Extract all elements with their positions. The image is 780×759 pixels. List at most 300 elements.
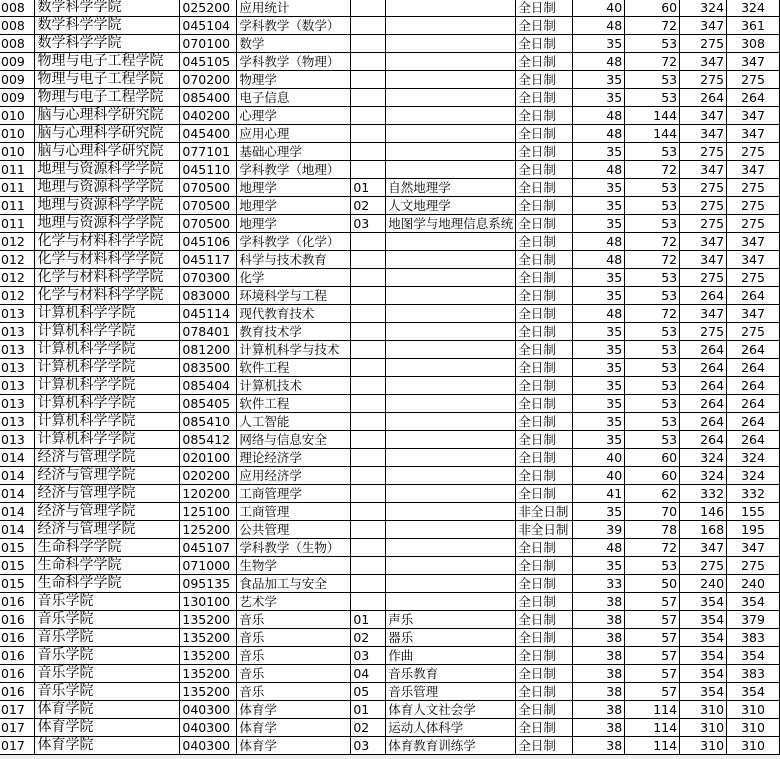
cell-retest-line[interactable]: 383 bbox=[727, 629, 780, 647]
cell-single-subject-100[interactable]: 48 bbox=[573, 233, 625, 251]
cell-single-subject-100[interactable]: 35 bbox=[573, 71, 625, 89]
cell-major-code[interactable]: 045106 bbox=[180, 233, 237, 251]
cell-major-name[interactable]: 音乐 bbox=[237, 683, 351, 701]
cell-major-code[interactable]: 135200 bbox=[180, 647, 237, 665]
cell-major-code[interactable]: 135200 bbox=[180, 629, 237, 647]
cell-single-subject-100[interactable]: 35 bbox=[573, 197, 625, 215]
cell-direction-name[interactable] bbox=[386, 431, 516, 449]
cell-total-score[interactable]: 347 bbox=[680, 161, 727, 179]
cell-study-mode[interactable]: 全日制 bbox=[516, 341, 573, 359]
cell-institute-name[interactable]: 脑与心理科学研究院 bbox=[35, 143, 180, 161]
cell-single-subject-100[interactable]: 48 bbox=[573, 107, 625, 125]
cell-major-name[interactable]: 音乐 bbox=[237, 629, 351, 647]
cell-direction-name[interactable] bbox=[386, 143, 516, 161]
cell-direction-name[interactable] bbox=[386, 467, 516, 485]
cell-direction-name[interactable] bbox=[386, 53, 516, 71]
cell-study-mode[interactable]: 全日制 bbox=[516, 251, 573, 269]
cell-single-subject-100[interactable]: 35 bbox=[573, 557, 625, 575]
cell-major-name[interactable]: 体育学 bbox=[237, 701, 351, 719]
cell-major-code[interactable]: 078401 bbox=[180, 323, 237, 341]
cell-retest-line[interactable]: 383 bbox=[727, 665, 780, 683]
cell-direction-code[interactable] bbox=[351, 449, 386, 467]
cell-total-score[interactable]: 347 bbox=[680, 233, 727, 251]
cell-study-mode[interactable]: 全日制 bbox=[516, 359, 573, 377]
cell-single-subject-100[interactable]: 41 bbox=[573, 485, 625, 503]
cell-single-subject-100[interactable]: 35 bbox=[573, 215, 625, 233]
cell-direction-name[interactable]: 自然地理学 bbox=[386, 179, 516, 197]
cell-major-code[interactable]: 045104 bbox=[180, 17, 237, 35]
cell-total-score[interactable]: 347 bbox=[680, 251, 727, 269]
cell-unit-code[interactable]: 011 bbox=[0, 215, 35, 233]
cell-institute-name[interactable]: 物理与电子工程学院 bbox=[35, 53, 180, 71]
cell-direction-name[interactable] bbox=[386, 395, 516, 413]
cell-retest-line[interactable]: 310 bbox=[727, 701, 780, 719]
cell-unit-code[interactable]: 017 bbox=[0, 737, 35, 755]
cell-major-code[interactable]: 095135 bbox=[180, 575, 237, 593]
cell-major-name[interactable]: 计算机技术 bbox=[237, 377, 351, 395]
cell-unit-code[interactable]: 013 bbox=[0, 341, 35, 359]
cell-unit-code[interactable]: 017 bbox=[0, 701, 35, 719]
cell-single-subject-100[interactable]: 48 bbox=[573, 161, 625, 179]
cell-major-code[interactable]: 070500 bbox=[180, 215, 237, 233]
cell-study-mode[interactable]: 全日制 bbox=[516, 53, 573, 71]
cell-single-subject-over-100[interactable]: 57 bbox=[625, 647, 680, 665]
cell-institute-name[interactable]: 音乐学院 bbox=[35, 683, 180, 701]
cell-major-name[interactable]: 教育技术学 bbox=[237, 323, 351, 341]
cell-total-score[interactable]: 354 bbox=[680, 665, 727, 683]
cell-major-name[interactable]: 计算机科学与技术 bbox=[237, 341, 351, 359]
cell-major-name[interactable]: 生物学 bbox=[237, 557, 351, 575]
cell-direction-name[interactable] bbox=[386, 0, 516, 17]
cell-study-mode[interactable]: 全日制 bbox=[516, 161, 573, 179]
cell-direction-name[interactable] bbox=[386, 521, 516, 539]
cell-total-score[interactable]: 275 bbox=[680, 215, 727, 233]
cell-institute-name[interactable]: 计算机科学学院 bbox=[35, 323, 180, 341]
cell-single-subject-over-100[interactable]: 70 bbox=[625, 503, 680, 521]
cell-major-code[interactable]: 135200 bbox=[180, 683, 237, 701]
cell-study-mode[interactable]: 全日制 bbox=[516, 71, 573, 89]
cell-single-subject-over-100[interactable]: 53 bbox=[625, 71, 680, 89]
cell-institute-name[interactable]: 脑与心理科学研究院 bbox=[35, 125, 180, 143]
cell-study-mode[interactable]: 全日制 bbox=[516, 431, 573, 449]
cell-total-score[interactable]: 264 bbox=[680, 413, 727, 431]
cell-institute-name[interactable]: 地理与资源科学学院 bbox=[35, 197, 180, 215]
cell-single-subject-100[interactable]: 35 bbox=[573, 89, 625, 107]
cell-major-name[interactable]: 现代教育技术 bbox=[237, 305, 351, 323]
cell-major-name[interactable]: 工商管理 bbox=[237, 503, 351, 521]
cell-major-code[interactable]: 085405 bbox=[180, 395, 237, 413]
cell-unit-code[interactable]: 011 bbox=[0, 179, 35, 197]
cell-institute-name[interactable]: 体育学院 bbox=[35, 701, 180, 719]
cell-single-subject-over-100[interactable]: 53 bbox=[625, 323, 680, 341]
cell-single-subject-over-100[interactable]: 114 bbox=[625, 737, 680, 755]
cell-direction-code[interactable] bbox=[351, 395, 386, 413]
cell-direction-name[interactable] bbox=[386, 575, 516, 593]
cell-institute-name[interactable]: 计算机科学学院 bbox=[35, 395, 180, 413]
cell-major-code[interactable]: 071000 bbox=[180, 557, 237, 575]
cell-direction-name[interactable]: 运动人体科学 bbox=[386, 719, 516, 737]
cell-retest-line[interactable]: 275 bbox=[727, 557, 780, 575]
cell-major-code[interactable]: 045400 bbox=[180, 125, 237, 143]
cell-major-name[interactable]: 基础心理学 bbox=[237, 143, 351, 161]
cell-total-score[interactable]: 275 bbox=[680, 71, 727, 89]
cell-major-name[interactable]: 地理学 bbox=[237, 197, 351, 215]
cell-retest-line[interactable]: 264 bbox=[727, 359, 780, 377]
cell-institute-name[interactable]: 脑与心理科学研究院 bbox=[35, 107, 180, 125]
cell-study-mode[interactable]: 全日制 bbox=[516, 629, 573, 647]
cell-total-score[interactable]: 275 bbox=[680, 35, 727, 53]
cell-major-code[interactable]: 135200 bbox=[180, 611, 237, 629]
cell-direction-code[interactable]: 02 bbox=[351, 719, 386, 737]
cell-retest-line[interactable]: 347 bbox=[727, 251, 780, 269]
cell-direction-name[interactable] bbox=[386, 287, 516, 305]
cell-direction-name[interactable] bbox=[386, 125, 516, 143]
cell-total-score[interactable]: 275 bbox=[680, 179, 727, 197]
cell-direction-name[interactable] bbox=[386, 71, 516, 89]
cell-total-score[interactable]: 310 bbox=[680, 719, 727, 737]
cell-total-score[interactable]: 347 bbox=[680, 539, 727, 557]
cell-study-mode[interactable]: 全日制 bbox=[516, 233, 573, 251]
cell-direction-name[interactable] bbox=[386, 485, 516, 503]
cell-total-score[interactable]: 310 bbox=[680, 701, 727, 719]
cell-institute-name[interactable]: 经济与管理学院 bbox=[35, 503, 180, 521]
cell-study-mode[interactable]: 全日制 bbox=[516, 323, 573, 341]
cell-institute-name[interactable]: 数学科学学院 bbox=[35, 35, 180, 53]
cell-major-name[interactable]: 食品加工与安全 bbox=[237, 575, 351, 593]
cell-total-score[interactable]: 354 bbox=[680, 647, 727, 665]
cell-total-score[interactable]: 264 bbox=[680, 377, 727, 395]
cell-major-name[interactable]: 地理学 bbox=[237, 179, 351, 197]
cell-major-name[interactable]: 科学与技术教育 bbox=[237, 251, 351, 269]
cell-institute-name[interactable]: 化学与材料科学学院 bbox=[35, 269, 180, 287]
cell-major-code[interactable]: 125100 bbox=[180, 503, 237, 521]
cell-study-mode[interactable]: 全日制 bbox=[516, 89, 573, 107]
cell-single-subject-over-100[interactable]: 57 bbox=[625, 683, 680, 701]
cell-single-subject-over-100[interactable]: 53 bbox=[625, 287, 680, 305]
cell-direction-code[interactable] bbox=[351, 521, 386, 539]
cell-retest-line[interactable]: 264 bbox=[727, 395, 780, 413]
cell-unit-code[interactable]: 015 bbox=[0, 539, 35, 557]
cell-major-name[interactable]: 学科教学（生物） bbox=[237, 539, 351, 557]
cell-retest-line[interactable]: 308 bbox=[727, 35, 780, 53]
cell-study-mode[interactable]: 全日制 bbox=[516, 0, 573, 17]
cell-retest-line[interactable]: 275 bbox=[727, 197, 780, 215]
cell-direction-code[interactable] bbox=[351, 503, 386, 521]
cell-retest-line[interactable]: 347 bbox=[727, 305, 780, 323]
cell-institute-name[interactable]: 经济与管理学院 bbox=[35, 485, 180, 503]
cell-single-subject-over-100[interactable]: 114 bbox=[625, 701, 680, 719]
cell-unit-code[interactable]: 016 bbox=[0, 593, 35, 611]
cell-total-score[interactable]: 275 bbox=[680, 557, 727, 575]
cell-retest-line[interactable]: 324 bbox=[727, 0, 780, 17]
cell-unit-code[interactable]: 013 bbox=[0, 377, 35, 395]
cell-major-name[interactable]: 音乐 bbox=[237, 647, 351, 665]
cell-single-subject-over-100[interactable]: 144 bbox=[625, 125, 680, 143]
cell-single-subject-over-100[interactable]: 53 bbox=[625, 431, 680, 449]
cell-major-code[interactable]: 135200 bbox=[180, 665, 237, 683]
cell-total-score[interactable]: 146 bbox=[680, 503, 727, 521]
cell-direction-code[interactable] bbox=[351, 323, 386, 341]
cell-single-subject-over-100[interactable]: 53 bbox=[625, 557, 680, 575]
cell-direction-code[interactable] bbox=[351, 35, 386, 53]
cell-single-subject-100[interactable]: 38 bbox=[573, 701, 625, 719]
cell-retest-line[interactable]: 361 bbox=[727, 17, 780, 35]
cell-single-subject-100[interactable]: 35 bbox=[573, 431, 625, 449]
cell-retest-line[interactable]: 379 bbox=[727, 611, 780, 629]
cell-retest-line[interactable]: 354 bbox=[727, 683, 780, 701]
cell-direction-code[interactable]: 02 bbox=[351, 629, 386, 647]
cell-study-mode[interactable]: 全日制 bbox=[516, 17, 573, 35]
cell-direction-name[interactable] bbox=[386, 593, 516, 611]
cell-institute-name[interactable]: 计算机科学学院 bbox=[35, 359, 180, 377]
cell-single-subject-100[interactable]: 38 bbox=[573, 683, 625, 701]
cell-unit-code[interactable]: 009 bbox=[0, 53, 35, 71]
cell-major-name[interactable]: 艺术学 bbox=[237, 593, 351, 611]
cell-unit-code[interactable]: 016 bbox=[0, 665, 35, 683]
cell-direction-name[interactable] bbox=[386, 269, 516, 287]
cell-direction-code[interactable] bbox=[351, 71, 386, 89]
cell-single-subject-over-100[interactable]: 72 bbox=[625, 251, 680, 269]
cell-total-score[interactable]: 264 bbox=[680, 341, 727, 359]
cell-retest-line[interactable]: 264 bbox=[727, 413, 780, 431]
cell-single-subject-over-100[interactable]: 57 bbox=[625, 611, 680, 629]
cell-single-subject-100[interactable]: 35 bbox=[573, 395, 625, 413]
cell-major-name[interactable]: 地理学 bbox=[237, 215, 351, 233]
cell-major-code[interactable]: 025200 bbox=[180, 0, 237, 17]
cell-institute-name[interactable]: 经济与管理学院 bbox=[35, 449, 180, 467]
cell-study-mode[interactable]: 全日制 bbox=[516, 395, 573, 413]
cell-single-subject-over-100[interactable]: 60 bbox=[625, 449, 680, 467]
cell-retest-line[interactable]: 310 bbox=[727, 719, 780, 737]
cell-direction-code[interactable]: 03 bbox=[351, 215, 386, 233]
cell-major-name[interactable]: 公共管理 bbox=[237, 521, 351, 539]
cell-single-subject-over-100[interactable]: 53 bbox=[625, 143, 680, 161]
cell-direction-code[interactable] bbox=[351, 377, 386, 395]
cell-direction-code[interactable] bbox=[351, 251, 386, 269]
cell-direction-code[interactable]: 01 bbox=[351, 179, 386, 197]
cell-unit-code[interactable]: 009 bbox=[0, 71, 35, 89]
cell-major-code[interactable]: 020200 bbox=[180, 467, 237, 485]
cell-major-code[interactable]: 120200 bbox=[180, 485, 237, 503]
cell-retest-line[interactable]: 264 bbox=[727, 341, 780, 359]
cell-institute-name[interactable]: 音乐学院 bbox=[35, 611, 180, 629]
cell-single-subject-over-100[interactable]: 60 bbox=[625, 467, 680, 485]
cell-single-subject-100[interactable]: 38 bbox=[573, 611, 625, 629]
cell-total-score[interactable]: 275 bbox=[680, 197, 727, 215]
cell-major-name[interactable]: 人工智能 bbox=[237, 413, 351, 431]
cell-study-mode[interactable]: 全日制 bbox=[516, 719, 573, 737]
cell-major-code[interactable]: 045110 bbox=[180, 161, 237, 179]
cell-major-code[interactable]: 085410 bbox=[180, 413, 237, 431]
cell-single-subject-over-100[interactable]: 144 bbox=[625, 107, 680, 125]
cell-unit-code[interactable]: 014 bbox=[0, 467, 35, 485]
cell-retest-line[interactable]: 240 bbox=[727, 575, 780, 593]
cell-total-score[interactable]: 347 bbox=[680, 107, 727, 125]
cell-direction-name[interactable] bbox=[386, 323, 516, 341]
cell-study-mode[interactable]: 全日制 bbox=[516, 737, 573, 755]
cell-unit-code[interactable]: 015 bbox=[0, 557, 35, 575]
cell-retest-line[interactable]: 324 bbox=[727, 449, 780, 467]
cell-direction-code[interactable] bbox=[351, 431, 386, 449]
cell-single-subject-over-100[interactable]: 57 bbox=[625, 629, 680, 647]
cell-major-name[interactable]: 软件工程 bbox=[237, 395, 351, 413]
cell-total-score[interactable]: 275 bbox=[680, 323, 727, 341]
cell-major-name[interactable]: 应用心理 bbox=[237, 125, 351, 143]
cell-unit-code[interactable]: 013 bbox=[0, 413, 35, 431]
cell-total-score[interactable]: 264 bbox=[680, 395, 727, 413]
cell-institute-name[interactable]: 音乐学院 bbox=[35, 629, 180, 647]
cell-unit-code[interactable]: 011 bbox=[0, 197, 35, 215]
cell-retest-line[interactable]: 275 bbox=[727, 71, 780, 89]
cell-single-subject-100[interactable]: 35 bbox=[573, 377, 625, 395]
cell-major-name[interactable]: 理论经济学 bbox=[237, 449, 351, 467]
cell-major-name[interactable]: 体育学 bbox=[237, 719, 351, 737]
cell-unit-code[interactable]: 013 bbox=[0, 395, 35, 413]
cell-unit-code[interactable]: 010 bbox=[0, 143, 35, 161]
cell-total-score[interactable]: 347 bbox=[680, 17, 727, 35]
cell-institute-name[interactable]: 计算机科学学院 bbox=[35, 413, 180, 431]
cell-institute-name[interactable]: 音乐学院 bbox=[35, 647, 180, 665]
cell-direction-code[interactable]: 04 bbox=[351, 665, 386, 683]
cell-single-subject-100[interactable]: 38 bbox=[573, 593, 625, 611]
cell-unit-code[interactable]: 016 bbox=[0, 629, 35, 647]
cell-study-mode[interactable]: 全日制 bbox=[516, 665, 573, 683]
cell-single-subject-100[interactable]: 38 bbox=[573, 719, 625, 737]
cell-major-code[interactable]: 045117 bbox=[180, 251, 237, 269]
cell-unit-code[interactable]: 016 bbox=[0, 611, 35, 629]
cell-major-name[interactable]: 应用统计 bbox=[237, 0, 351, 17]
cell-direction-code[interactable] bbox=[351, 233, 386, 251]
cell-study-mode[interactable]: 全日制 bbox=[516, 125, 573, 143]
cell-retest-line[interactable]: 354 bbox=[727, 647, 780, 665]
cell-retest-line[interactable]: 310 bbox=[727, 737, 780, 755]
cell-direction-code[interactable] bbox=[351, 305, 386, 323]
cell-total-score[interactable]: 347 bbox=[680, 125, 727, 143]
cell-retest-line[interactable]: 264 bbox=[727, 287, 780, 305]
cell-retest-line[interactable]: 275 bbox=[727, 143, 780, 161]
cell-study-mode[interactable]: 全日制 bbox=[516, 377, 573, 395]
cell-unit-code[interactable]: 012 bbox=[0, 287, 35, 305]
cell-major-code[interactable]: 040300 bbox=[180, 701, 237, 719]
cell-major-name[interactable]: 软件工程 bbox=[237, 359, 351, 377]
cell-direction-name[interactable]: 器乐 bbox=[386, 629, 516, 647]
cell-direction-code[interactable] bbox=[351, 359, 386, 377]
cell-single-subject-over-100[interactable]: 72 bbox=[625, 233, 680, 251]
cell-institute-name[interactable]: 音乐学院 bbox=[35, 665, 180, 683]
cell-single-subject-100[interactable]: 40 bbox=[573, 449, 625, 467]
cell-study-mode[interactable]: 全日制 bbox=[516, 683, 573, 701]
cell-major-code[interactable]: 085404 bbox=[180, 377, 237, 395]
cell-study-mode[interactable]: 全日制 bbox=[516, 647, 573, 665]
cell-institute-name[interactable]: 经济与管理学院 bbox=[35, 467, 180, 485]
cell-total-score[interactable]: 347 bbox=[680, 53, 727, 71]
cell-unit-code[interactable]: 017 bbox=[0, 719, 35, 737]
cell-major-code[interactable]: 125200 bbox=[180, 521, 237, 539]
cell-institute-name[interactable]: 地理与资源科学学院 bbox=[35, 179, 180, 197]
cell-retest-line[interactable]: 275 bbox=[727, 179, 780, 197]
cell-direction-name[interactable] bbox=[386, 413, 516, 431]
cell-major-code[interactable]: 130100 bbox=[180, 593, 237, 611]
cell-direction-name[interactable]: 作曲 bbox=[386, 647, 516, 665]
cell-unit-code[interactable]: 015 bbox=[0, 575, 35, 593]
cell-direction-code[interactable] bbox=[351, 161, 386, 179]
cell-unit-code[interactable]: 008 bbox=[0, 35, 35, 53]
cell-major-code[interactable]: 045114 bbox=[180, 305, 237, 323]
cell-single-subject-over-100[interactable]: 53 bbox=[625, 197, 680, 215]
cell-single-subject-100[interactable]: 35 bbox=[573, 341, 625, 359]
cell-unit-code[interactable]: 013 bbox=[0, 359, 35, 377]
cell-direction-code[interactable] bbox=[351, 143, 386, 161]
cell-total-score[interactable]: 354 bbox=[680, 593, 727, 611]
cell-unit-code[interactable]: 016 bbox=[0, 647, 35, 665]
cell-retest-line[interactable]: 264 bbox=[727, 377, 780, 395]
cell-direction-code[interactable] bbox=[351, 485, 386, 503]
cell-study-mode[interactable]: 全日制 bbox=[516, 179, 573, 197]
cell-institute-name[interactable]: 经济与管理学院 bbox=[35, 521, 180, 539]
cell-major-code[interactable]: 070200 bbox=[180, 71, 237, 89]
cell-single-subject-over-100[interactable]: 53 bbox=[625, 395, 680, 413]
cell-institute-name[interactable]: 生命科学学院 bbox=[35, 575, 180, 593]
cell-retest-line[interactable]: 275 bbox=[727, 323, 780, 341]
cell-single-subject-100[interactable]: 38 bbox=[573, 665, 625, 683]
cell-study-mode[interactable]: 全日制 bbox=[516, 449, 573, 467]
cell-major-code[interactable]: 020100 bbox=[180, 449, 237, 467]
cell-total-score[interactable]: 264 bbox=[680, 287, 727, 305]
cell-total-score[interactable]: 168 bbox=[680, 521, 727, 539]
cell-retest-line[interactable]: 347 bbox=[727, 161, 780, 179]
cell-institute-name[interactable]: 生命科学学院 bbox=[35, 557, 180, 575]
cell-single-subject-100[interactable]: 48 bbox=[573, 17, 625, 35]
cell-single-subject-100[interactable]: 35 bbox=[573, 35, 625, 53]
cell-institute-name[interactable]: 计算机科学学院 bbox=[35, 341, 180, 359]
cell-single-subject-100[interactable]: 35 bbox=[573, 143, 625, 161]
cell-direction-code[interactable]: 02 bbox=[351, 197, 386, 215]
cell-single-subject-100[interactable]: 38 bbox=[573, 737, 625, 755]
cell-direction-name[interactable] bbox=[386, 377, 516, 395]
cell-total-score[interactable]: 354 bbox=[680, 629, 727, 647]
cell-major-code[interactable]: 083500 bbox=[180, 359, 237, 377]
cell-institute-name[interactable]: 地理与资源科学学院 bbox=[35, 161, 180, 179]
cell-major-code[interactable]: 083000 bbox=[180, 287, 237, 305]
cell-major-name[interactable]: 工商管理学 bbox=[237, 485, 351, 503]
cell-institute-name[interactable]: 计算机科学学院 bbox=[35, 377, 180, 395]
cell-total-score[interactable]: 264 bbox=[680, 431, 727, 449]
cell-retest-line[interactable]: 347 bbox=[727, 107, 780, 125]
cell-study-mode[interactable]: 全日制 bbox=[516, 143, 573, 161]
cell-single-subject-over-100[interactable]: 60 bbox=[625, 0, 680, 17]
cell-direction-name[interactable] bbox=[386, 359, 516, 377]
cell-direction-name[interactable] bbox=[386, 161, 516, 179]
cell-single-subject-100[interactable]: 35 bbox=[573, 179, 625, 197]
cell-direction-name[interactable] bbox=[386, 89, 516, 107]
cell-institute-name[interactable]: 计算机科学学院 bbox=[35, 305, 180, 323]
cell-direction-code[interactable] bbox=[351, 107, 386, 125]
cell-direction-name[interactable] bbox=[386, 305, 516, 323]
cell-study-mode[interactable]: 全日制 bbox=[516, 467, 573, 485]
cell-retest-line[interactable]: 264 bbox=[727, 431, 780, 449]
cell-direction-name[interactable] bbox=[386, 17, 516, 35]
cell-unit-code[interactable]: 014 bbox=[0, 521, 35, 539]
cell-direction-name[interactable]: 地图学与地理信息系统 bbox=[386, 215, 516, 233]
cell-study-mode[interactable]: 全日制 bbox=[516, 593, 573, 611]
cell-direction-code[interactable]: 05 bbox=[351, 683, 386, 701]
cell-direction-code[interactable] bbox=[351, 0, 386, 17]
cell-study-mode[interactable]: 全日制 bbox=[516, 701, 573, 719]
cell-single-subject-100[interactable]: 48 bbox=[573, 539, 625, 557]
cell-total-score[interactable]: 264 bbox=[680, 359, 727, 377]
cell-direction-code[interactable] bbox=[351, 575, 386, 593]
cell-institute-name[interactable]: 体育学院 bbox=[35, 719, 180, 737]
